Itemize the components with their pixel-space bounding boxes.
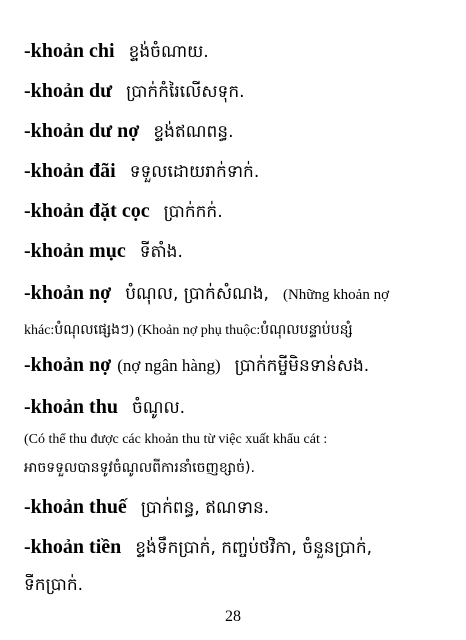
entry-khoan-no-bank bbox=[24, 354, 458, 380]
entry-definition: ខ្ទង់ឥណពន្ធ. bbox=[153, 122, 234, 142]
page-number: 28 bbox=[225, 608, 241, 625]
entry-term: -khoản nợ bbox=[24, 282, 112, 304]
entry-khoan-muc bbox=[24, 240, 458, 266]
entry-definition: ខ្ទង់ចំណាយ. bbox=[128, 42, 209, 62]
entry-continuation: khác:បំណុលផ្សេងៗ) (Khoản nợ phụ thuộc:បំណុលបន្ទាប់បន្សំ bbox=[24, 323, 353, 338]
entry-continuation: ទឹកប្រាក់. bbox=[24, 575, 84, 595]
entry-definition: ទទួលដោយរាក់ទាក់. bbox=[129, 162, 260, 182]
entry-term: -khoản thu bbox=[24, 396, 118, 418]
entry-term: -khoản nợ bbox=[24, 354, 112, 376]
entry-definition: ប្រាក់កំរៃលើសទុក. bbox=[126, 82, 245, 102]
entry-khoan-dai bbox=[24, 160, 458, 186]
entry-definition: ចំណូល. bbox=[131, 398, 186, 418]
entry-definition: បំណុល, ប្រាក់សំណង, bbox=[125, 284, 269, 304]
entry-term: -khoản đãi bbox=[24, 160, 116, 182]
entry-khoan-dat-coc bbox=[24, 200, 458, 226]
entry-term: -khoản đặt cọc bbox=[24, 200, 150, 222]
entry-khoan-tien bbox=[24, 536, 458, 562]
entry-continuation: អាចទទួលបានទូវចំណូលពីការនាំចេញខ្សាច់). bbox=[24, 460, 255, 476]
entry-note: (Những khoản nợ bbox=[282, 287, 390, 303]
entry-continuation: (Có thể thu được các khoản thu từ việc xuất khẩu cát : bbox=[24, 432, 328, 447]
entry-term: -khoản tiền bbox=[24, 536, 122, 558]
entry-term: -khoản thuế bbox=[24, 496, 127, 518]
entry-definition: ប្រាក់ពន្ធ, ឥណទាន. bbox=[140, 498, 270, 518]
entry-term: -khoản chi bbox=[24, 40, 115, 62]
entry-definition: ខ្ទង់ទឹកប្រាក់, កញ្ចប់ថវិកា, ចំនួនប្រាក់, bbox=[135, 538, 373, 558]
entry-khoan-du-no bbox=[24, 120, 458, 146]
entry-khoan-thu bbox=[24, 396, 458, 422]
entry-definition: ប្រាក់កម្ចីមិនទាន់សង. bbox=[234, 356, 370, 376]
entry-khoan-thue bbox=[24, 496, 458, 522]
entry-note: (nợ ngân hàng) bbox=[117, 356, 221, 375]
entry-term: -khoản mục bbox=[24, 240, 126, 262]
entry-term: -khoản dư bbox=[24, 80, 113, 102]
entry-khoan-chi bbox=[24, 40, 458, 66]
entry-term: -khoản dư nợ bbox=[24, 120, 140, 142]
entry-khoan-du bbox=[24, 80, 458, 106]
entry-definition: ទីតាំង. bbox=[139, 242, 183, 262]
entry-khoan-no bbox=[24, 282, 458, 308]
entry-definition: ប្រាក់កក់. bbox=[163, 202, 223, 222]
